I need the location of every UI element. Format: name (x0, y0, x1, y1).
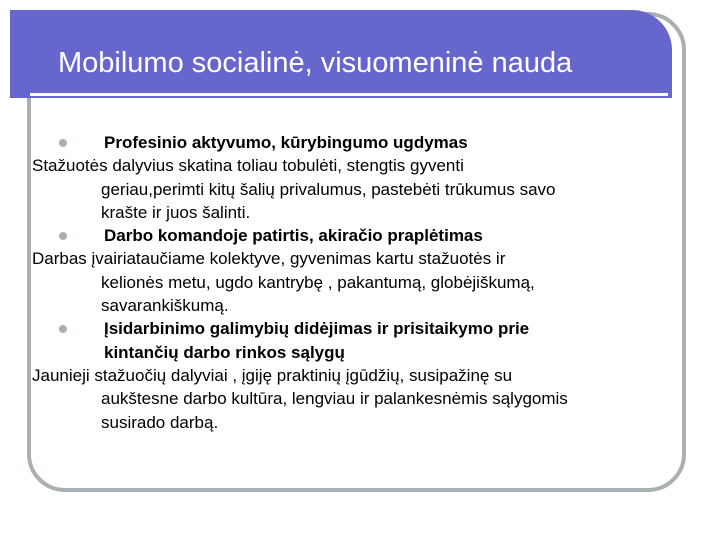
section-heading (32, 317, 672, 364)
body-line: savarankiškumą. (101, 296, 229, 316)
body-line: susirado darbą. (101, 412, 219, 432)
body-line: Jaunieji stažuočių dalyviai , įgiję praktinių įgūdžių, susipažinę su (32, 365, 513, 385)
bullet-icon (59, 139, 67, 147)
slide-content (32, 131, 672, 434)
body-line: krašte ir juos šalinti. (101, 202, 251, 222)
bullet-icon (59, 325, 67, 333)
title-underline (30, 93, 668, 96)
title-bar (10, 10, 672, 98)
section-body (32, 154, 672, 224)
section-body (32, 247, 672, 317)
section-employment (32, 317, 672, 433)
section-teamwork (32, 224, 672, 317)
heading-line: Įsidarbinimo galimybių didėjimas ir prisitaikymo prie (104, 319, 530, 339)
section-heading (32, 224, 672, 247)
body-line: aukštesne darbo kultūra, lengviau ir palankesnėmis sąlygomis (101, 389, 568, 409)
body-line: kelionės metu, ugdo kantrybę , pakantumą, globėjiškumą, (101, 272, 535, 292)
heading-line: Profesinio aktyvumo, kūrybingumo ugdymas (104, 133, 468, 152)
heading-line: kintančių darbo rinkos sąlygų (104, 342, 345, 362)
section-heading (32, 131, 672, 154)
heading-line: Darbo komandoje patirtis, akiračio praplėtimas (104, 226, 483, 246)
section-body (32, 364, 672, 434)
section-professional-activity (32, 131, 672, 224)
slide-title: Mobilumo socialinė, visuomeninė nauda (58, 47, 573, 79)
body-line: Darbas įvairiataučiame kolektyve, gyvenimas kartu stažuotės ir (32, 249, 506, 269)
bullet-icon (59, 232, 67, 240)
body-line: Stažuotės dalyvius skatina toliau tobulėti, stengtis gyventi (32, 156, 464, 176)
body-line: geriau,perimti kitų šalių privalumus, pastebėti trūkumus savo (101, 179, 556, 199)
